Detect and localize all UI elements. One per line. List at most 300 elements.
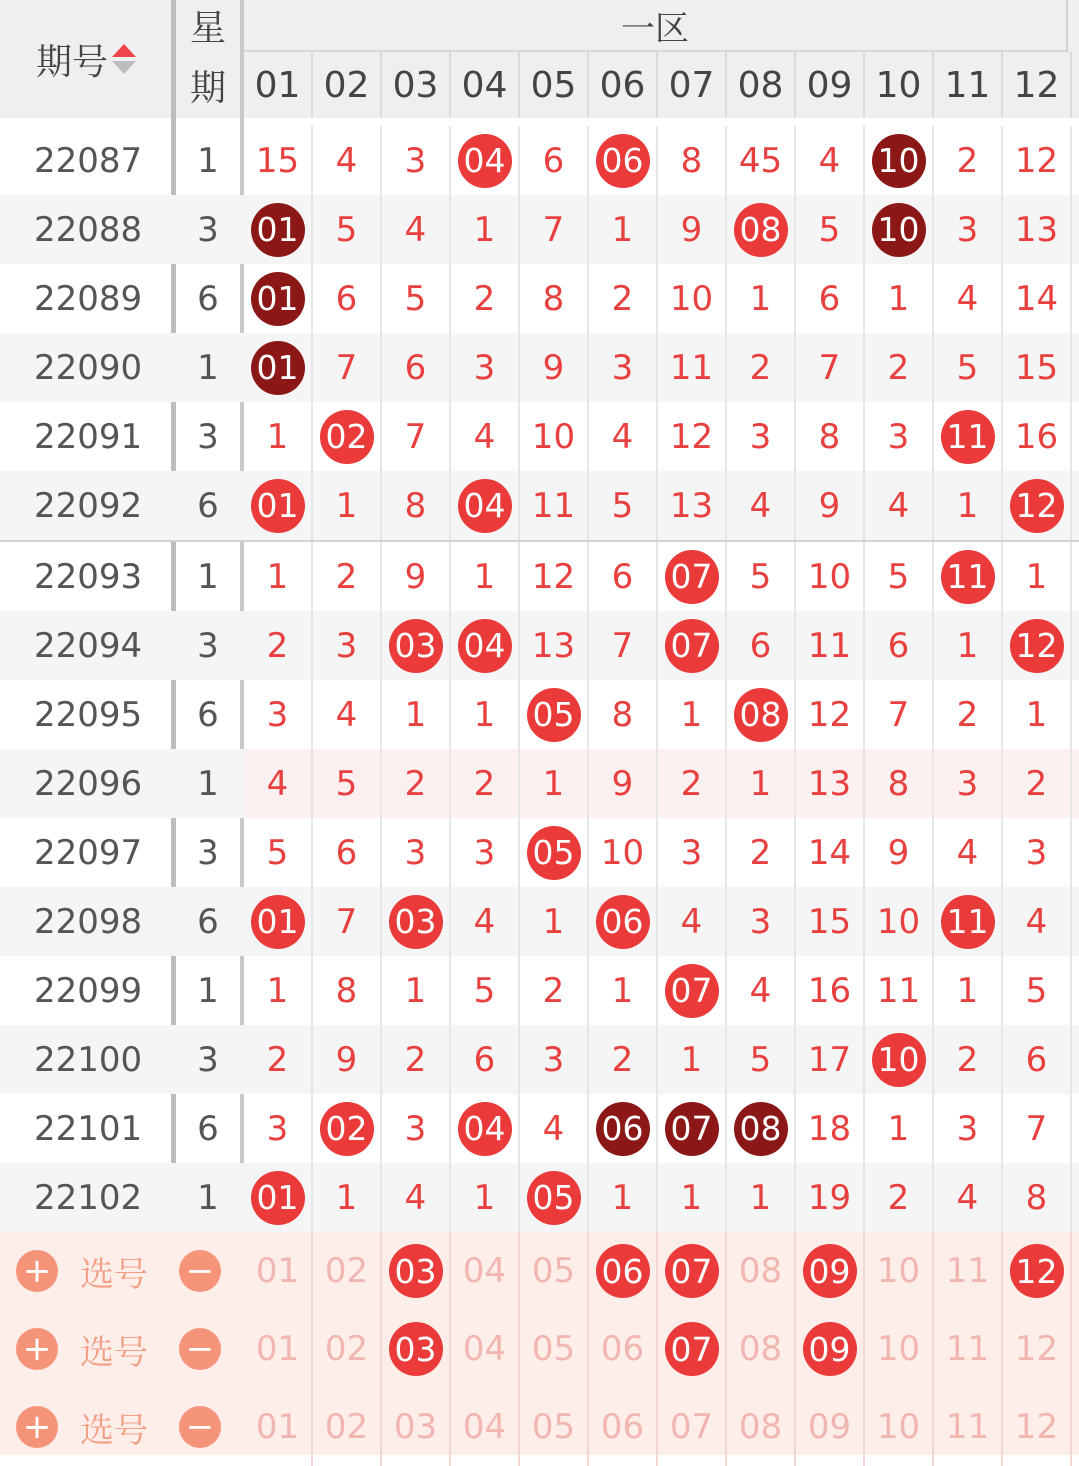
selectable-number[interactable] — [520, 1310, 589, 1388]
miss-count: 2 — [404, 1039, 427, 1080]
miss-count: 1 — [887, 1108, 910, 1149]
row-cells — [244, 471, 1079, 540]
selectable-number[interactable] — [313, 1310, 382, 1388]
miss-count: 3 — [404, 1108, 427, 1149]
period-number: 22093 — [34, 556, 143, 597]
unselected-number[interactable]: 05 — [531, 1407, 576, 1447]
selectable-number[interactable] — [382, 1388, 451, 1466]
number-cell — [934, 611, 1003, 680]
number-cell — [658, 471, 727, 540]
period-number: 22091 — [34, 416, 143, 457]
number-cell — [934, 1163, 1003, 1232]
selectable-number[interactable] — [313, 1232, 382, 1310]
miss-count: 8 — [680, 140, 703, 181]
miss-count: 9 — [404, 556, 427, 597]
miss-count: 10 — [600, 832, 645, 873]
number-cell — [1003, 818, 1072, 887]
miss-count: 7 — [818, 347, 841, 388]
number-cell — [244, 818, 313, 887]
number-cell — [313, 611, 382, 680]
number-cell — [796, 887, 865, 956]
number-cell — [865, 818, 934, 887]
number-cell — [865, 887, 934, 956]
number-cell — [451, 542, 520, 611]
unselected-number[interactable]: 05 — [531, 1329, 576, 1369]
number-cell — [451, 264, 520, 333]
number-cell — [934, 195, 1003, 264]
selector-controls — [0, 1232, 244, 1310]
number-cell — [382, 402, 451, 471]
row-cells — [244, 195, 1079, 264]
number-cell — [244, 611, 313, 680]
number-cell — [658, 887, 727, 956]
number-cell — [727, 956, 796, 1025]
period-number: 22090 — [34, 347, 143, 388]
selected-number-ball[interactable]: 12 — [1010, 1244, 1064, 1298]
miss-count: 2 — [887, 347, 910, 388]
table-row — [0, 126, 1079, 195]
weekday: 1 — [197, 1177, 219, 1218]
selectable-number[interactable] — [796, 1232, 865, 1310]
weekday: 3 — [197, 832, 219, 873]
remove-row-button[interactable]: − — [179, 1250, 221, 1292]
unselected-number[interactable]: 12 — [1014, 1407, 1059, 1447]
selectable-number[interactable] — [382, 1310, 451, 1388]
selected-number-ball[interactable]: 09 — [803, 1244, 857, 1298]
selected-number-ball[interactable]: 07 — [665, 1322, 719, 1376]
number-cell — [1003, 680, 1072, 749]
drawn-number-ball: 03 — [389, 619, 443, 673]
number-cell — [382, 195, 451, 264]
miss-count: 1 — [1025, 694, 1048, 735]
number-cell — [382, 333, 451, 402]
drawn-number-ball: 12 — [1010, 479, 1064, 533]
miss-count: 1 — [266, 556, 289, 597]
table-row — [0, 333, 1079, 402]
number-cell — [520, 126, 589, 195]
miss-count: 4 — [956, 1177, 979, 1218]
number-cell — [451, 611, 520, 680]
number-header-09: 09 — [796, 52, 865, 118]
miss-count: 3 — [611, 347, 634, 388]
drawn-number-ball: 10 — [872, 203, 926, 257]
number-cell — [313, 471, 382, 540]
miss-count: 9 — [887, 832, 910, 873]
drawn-number-ball: 01 — [251, 895, 305, 949]
selectable-number[interactable] — [382, 1232, 451, 1310]
miss-count: 2 — [266, 625, 289, 666]
miss-count: 5 — [404, 278, 427, 319]
number-cell — [796, 956, 865, 1025]
miss-count: 3 — [266, 1108, 289, 1149]
number-cell — [865, 956, 934, 1025]
unselected-number[interactable]: 06 — [600, 1329, 645, 1369]
miss-count: 14 — [807, 832, 852, 873]
number-cell — [382, 611, 451, 680]
number-cell — [244, 887, 313, 956]
table-row — [0, 1163, 1079, 1232]
unselected-number[interactable]: 08 — [738, 1329, 783, 1369]
selectable-number[interactable] — [865, 1388, 934, 1466]
number-header-12: 12 — [1003, 52, 1072, 118]
number-header-03: 03 — [382, 52, 451, 118]
number-cell — [589, 195, 658, 264]
miss-count: 1 — [956, 485, 979, 526]
miss-count: 3 — [473, 347, 496, 388]
selectable-number[interactable] — [244, 1388, 313, 1466]
selectable-number[interactable] — [244, 1310, 313, 1388]
number-cell — [451, 818, 520, 887]
number-cell — [244, 471, 313, 540]
selectable-number[interactable] — [727, 1310, 796, 1388]
number-cell — [934, 956, 1003, 1025]
miss-count: 9 — [542, 347, 565, 388]
drawn-number-ball: 08 — [734, 1102, 788, 1156]
number-cell — [658, 264, 727, 333]
number-cell — [589, 818, 658, 887]
unselected-number[interactable]: 04 — [462, 1407, 507, 1447]
miss-count: 4 — [404, 1177, 427, 1218]
number-cell — [658, 1094, 727, 1163]
number-cell — [313, 956, 382, 1025]
row-cells — [244, 1163, 1079, 1232]
number-cell — [934, 749, 1003, 818]
number-cell — [727, 126, 796, 195]
number-cell — [865, 1163, 934, 1232]
drawn-number-ball: 06 — [596, 134, 650, 188]
unselected-number[interactable]: 03 — [393, 1407, 438, 1447]
unselected-number[interactable]: 02 — [324, 1251, 369, 1291]
number-cell — [589, 542, 658, 611]
unselected-number[interactable]: 02 — [324, 1407, 369, 1447]
drawn-number-ball: 10 — [872, 134, 926, 188]
miss-count: 2 — [404, 763, 427, 804]
number-cell — [451, 333, 520, 402]
unselected-number[interactable]: 08 — [738, 1407, 783, 1447]
number-cell — [727, 749, 796, 818]
number-cell — [658, 956, 727, 1025]
drawn-number-ball: 01 — [251, 1171, 305, 1225]
miss-count: 1 — [473, 556, 496, 597]
miss-count: 8 — [611, 694, 634, 735]
table-row — [0, 1094, 1079, 1163]
miss-count: 2 — [1025, 763, 1048, 804]
unselected-number[interactable]: 11 — [945, 1251, 990, 1291]
unselected-number[interactable]: 10 — [876, 1407, 921, 1447]
miss-count: 5 — [887, 556, 910, 597]
number-cell — [244, 749, 313, 818]
number-cell — [796, 333, 865, 402]
number-cell — [796, 1025, 865, 1094]
number-cell — [520, 402, 589, 471]
period-number: 22100 — [34, 1039, 143, 1080]
selector-controls — [0, 1388, 244, 1466]
unselected-number[interactable]: 04 — [462, 1251, 507, 1291]
number-cell — [244, 1163, 313, 1232]
selectable-number[interactable] — [865, 1310, 934, 1388]
number-cell — [727, 818, 796, 887]
number-cell — [313, 1094, 382, 1163]
number-cell — [1003, 956, 1072, 1025]
number-cell — [658, 818, 727, 887]
miss-count: 15 — [807, 901, 852, 942]
sort-icon[interactable] — [112, 42, 136, 76]
number-cell — [796, 1094, 865, 1163]
weekday-header-label-2: 期 — [189, 68, 226, 109]
number-cell — [1003, 195, 1072, 264]
number-cell — [934, 887, 1003, 956]
miss-count: 3 — [956, 209, 979, 250]
add-row-button[interactable]: + — [16, 1250, 58, 1292]
row-cells — [244, 818, 1079, 887]
period-number: 22092 — [34, 485, 143, 526]
drawn-number-ball: 07 — [665, 550, 719, 604]
number-cell — [313, 195, 382, 264]
number-cell — [451, 680, 520, 749]
unselected-number[interactable]: 10 — [876, 1329, 921, 1369]
miss-count: 1 — [956, 970, 979, 1011]
remove-row-button[interactable]: − — [179, 1328, 221, 1370]
number-cell — [589, 1094, 658, 1163]
miss-count: 1 — [887, 278, 910, 319]
add-row-button[interactable]: + — [16, 1328, 58, 1370]
unselected-number[interactable]: 11 — [945, 1329, 990, 1369]
selectable-number[interactable] — [934, 1388, 1003, 1466]
miss-count: 1 — [266, 416, 289, 457]
number-cell — [244, 264, 313, 333]
miss-count: 11 — [807, 625, 852, 666]
drawn-number-ball: 06 — [596, 1102, 650, 1156]
column-divider — [1066, 0, 1068, 52]
row-cells — [244, 956, 1079, 1025]
table-row — [0, 680, 1079, 749]
unselected-number[interactable]: 06 — [600, 1407, 645, 1447]
miss-count: 3 — [749, 901, 772, 942]
drawn-number-ball: 03 — [389, 895, 443, 949]
selectable-number[interactable] — [796, 1310, 865, 1388]
selectable-number[interactable] — [1003, 1388, 1072, 1466]
unselected-number[interactable]: 11 — [945, 1407, 990, 1447]
number-cell — [1003, 1025, 1072, 1094]
number-header-02: 02 — [313, 52, 382, 118]
miss-count: 1 — [473, 209, 496, 250]
miss-count: 9 — [818, 485, 841, 526]
drawn-number-ball: 11 — [941, 895, 995, 949]
number-cell — [727, 887, 796, 956]
number-cell — [520, 680, 589, 749]
number-header-01: 01 — [244, 52, 313, 118]
selectable-number[interactable] — [934, 1232, 1003, 1310]
selected-number-ball[interactable]: 03 — [389, 1244, 443, 1298]
number-cell — [727, 1163, 796, 1232]
number-cell — [313, 749, 382, 818]
selectable-number[interactable] — [658, 1388, 727, 1466]
selectable-number[interactable] — [520, 1388, 589, 1466]
miss-count: 2 — [611, 1039, 634, 1080]
selectable-number[interactable] — [451, 1388, 520, 1466]
unselected-number[interactable]: 04 — [462, 1329, 507, 1369]
number-cell — [658, 1025, 727, 1094]
miss-count: 16 — [1014, 416, 1059, 457]
drawn-number-ball: 01 — [251, 479, 305, 533]
period-number: 22087 — [34, 140, 143, 181]
miss-count: 2 — [956, 140, 979, 181]
number-header-10: 10 — [865, 52, 934, 118]
selectable-number[interactable] — [658, 1310, 727, 1388]
weekday: 3 — [197, 416, 219, 457]
miss-count: 13 — [1014, 209, 1059, 250]
miss-count: 8 — [887, 763, 910, 804]
number-cell — [727, 680, 796, 749]
miss-count: 8 — [818, 416, 841, 457]
miss-count: 11 — [531, 485, 576, 526]
row-cells — [244, 402, 1079, 471]
drawn-number-ball: 02 — [320, 1102, 374, 1156]
miss-count: 9 — [611, 763, 634, 804]
number-cell — [244, 1094, 313, 1163]
selectable-number[interactable] — [589, 1232, 658, 1310]
selectable-number[interactable] — [727, 1232, 796, 1310]
number-cell — [313, 887, 382, 956]
number-cell — [658, 126, 727, 195]
selectable-number[interactable] — [934, 1310, 1003, 1388]
number-cell — [727, 471, 796, 540]
unselected-number[interactable]: 02 — [324, 1329, 369, 1369]
selectable-number[interactable] — [865, 1232, 934, 1310]
selectable-number[interactable] — [313, 1388, 382, 1466]
number-cell — [1003, 126, 1072, 195]
drawn-number-ball: 12 — [1010, 619, 1064, 673]
selectable-number[interactable] — [451, 1310, 520, 1388]
weekday: 1 — [197, 140, 219, 181]
selector-cells — [244, 1310, 1079, 1388]
number-cell — [589, 126, 658, 195]
number-cell — [244, 126, 313, 195]
miss-count: 6 — [749, 625, 772, 666]
number-cell — [1003, 333, 1072, 402]
unselected-number[interactable]: 01 — [255, 1407, 300, 1447]
miss-count: 12 — [1014, 140, 1059, 181]
number-header-06: 06 — [589, 52, 658, 118]
number-cell — [313, 680, 382, 749]
row-cells — [244, 680, 1079, 749]
miss-count: 1 — [749, 1177, 772, 1218]
number-cell — [1003, 1163, 1072, 1232]
unselected-number[interactable]: 07 — [669, 1407, 714, 1447]
unselected-number[interactable]: 05 — [531, 1251, 576, 1291]
miss-count: 6 — [335, 278, 358, 319]
miss-count: 10 — [669, 278, 714, 319]
number-cell — [589, 1025, 658, 1094]
remove-row-button[interactable]: − — [179, 1406, 221, 1448]
number-cell — [520, 471, 589, 540]
number-cell — [934, 818, 1003, 887]
number-cell — [382, 1163, 451, 1232]
selectable-number[interactable] — [589, 1310, 658, 1388]
selected-number-ball[interactable]: 07 — [665, 1244, 719, 1298]
table-row — [0, 402, 1079, 471]
selected-number-ball[interactable]: 03 — [389, 1322, 443, 1376]
row-cells — [244, 1025, 1079, 1094]
drawn-number-ball: 05 — [527, 1171, 581, 1225]
number-header-07: 07 — [658, 52, 727, 118]
unselected-number[interactable]: 12 — [1014, 1329, 1059, 1369]
number-cell — [865, 749, 934, 818]
selected-number-ball[interactable]: 09 — [803, 1322, 857, 1376]
number-cell — [865, 126, 934, 195]
selected-number-ball[interactable]: 06 — [596, 1244, 650, 1298]
drawn-number-ball: 05 — [527, 688, 581, 742]
drawn-number-ball: 07 — [665, 1102, 719, 1156]
miss-count: 7 — [335, 347, 358, 388]
drawn-number-ball: 07 — [665, 964, 719, 1018]
number-cell — [658, 1163, 727, 1232]
table-row — [0, 264, 1079, 333]
selectable-number[interactable] — [244, 1232, 313, 1310]
selectable-number[interactable] — [1003, 1232, 1072, 1310]
number-cell — [382, 680, 451, 749]
miss-count: 4 — [335, 694, 358, 735]
drawn-number-ball: 02 — [320, 410, 374, 464]
unselected-number[interactable]: 08 — [738, 1251, 783, 1291]
miss-count: 4 — [749, 485, 772, 526]
selectable-number[interactable] — [796, 1388, 865, 1466]
unselected-number[interactable]: 10 — [876, 1251, 921, 1291]
drawn-number-ball: 08 — [734, 203, 788, 257]
miss-count: 8 — [404, 485, 427, 526]
number-cell — [796, 126, 865, 195]
unselected-number[interactable]: 01 — [255, 1329, 300, 1369]
unselected-number[interactable]: 09 — [807, 1407, 852, 1447]
unselected-number[interactable]: 01 — [255, 1251, 300, 1291]
selector-cells — [244, 1388, 1079, 1466]
selectable-number[interactable] — [658, 1232, 727, 1310]
period-number: 22098 — [34, 901, 143, 942]
period-number: 22095 — [34, 694, 143, 735]
weekday-column-header — [176, 0, 240, 118]
add-row-button[interactable]: + — [16, 1406, 58, 1448]
selectable-number[interactable] — [727, 1388, 796, 1466]
miss-count: 3 — [680, 832, 703, 873]
miss-count: 5 — [335, 763, 358, 804]
number-cell — [244, 333, 313, 402]
selectable-number[interactable] — [1003, 1310, 1072, 1388]
number-cell — [382, 818, 451, 887]
selectable-number[interactable] — [520, 1232, 589, 1310]
miss-count: 1 — [1025, 556, 1048, 597]
miss-count: 1 — [542, 901, 565, 942]
number-cell — [313, 402, 382, 471]
drawn-number-ball: 04 — [458, 479, 512, 533]
miss-count: 3 — [956, 763, 979, 804]
number-cell — [520, 1025, 589, 1094]
miss-count: 17 — [807, 1039, 852, 1080]
miss-count: 1 — [335, 485, 358, 526]
miss-count: 5 — [335, 209, 358, 250]
number-cell — [244, 542, 313, 611]
selectable-number[interactable] — [451, 1232, 520, 1310]
selectable-number[interactable] — [589, 1388, 658, 1466]
number-cell — [520, 542, 589, 611]
period-column-header[interactable] — [0, 0, 172, 118]
number-cell — [589, 749, 658, 818]
row-cells — [244, 126, 1079, 195]
miss-count: 5 — [266, 832, 289, 873]
miss-count: 6 — [887, 625, 910, 666]
number-cell — [865, 264, 934, 333]
miss-count: 2 — [680, 763, 703, 804]
number-cell — [865, 680, 934, 749]
